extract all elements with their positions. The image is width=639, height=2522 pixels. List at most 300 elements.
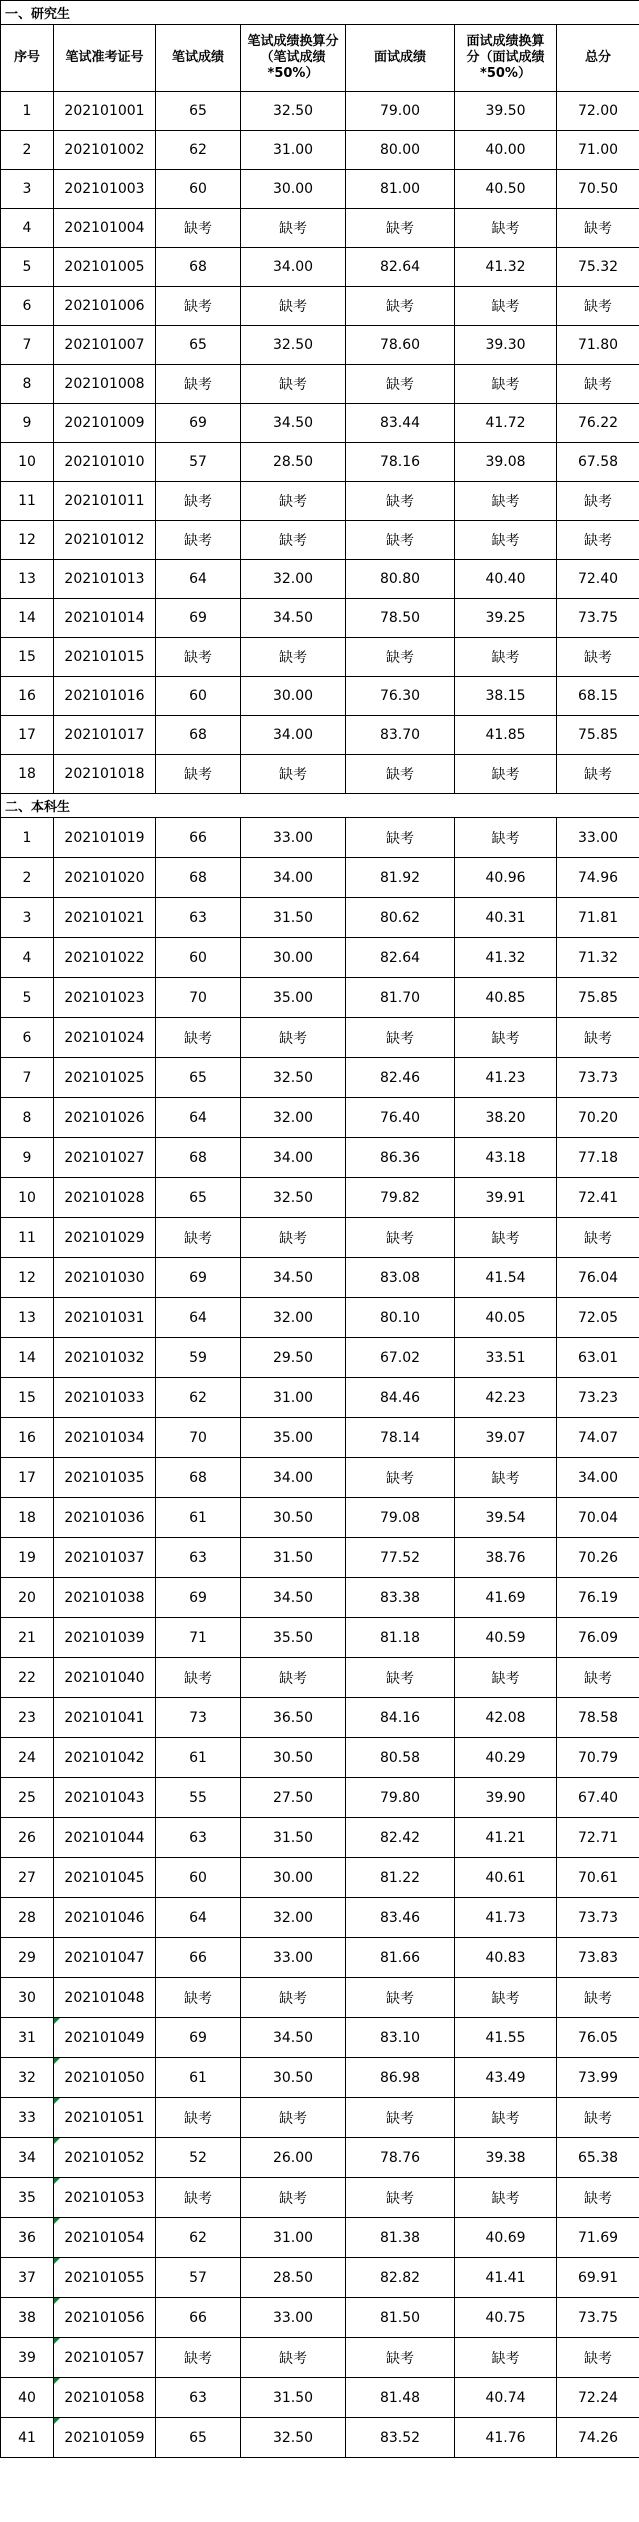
cell-interview-score: 83.38 [346, 1578, 455, 1618]
table-row [1, 1938, 639, 1978]
cell-exam-id: 202101048 [54, 1978, 156, 2018]
cell-seq: 20 [1, 1578, 54, 1618]
cell-interview-score: 缺考 [346, 1458, 455, 1498]
cell-seq: 28 [1, 1898, 54, 1938]
cell-seq: 4 [1, 938, 54, 978]
cell-written-score: 64 [156, 560, 241, 599]
cell-seq: 12 [1, 1258, 54, 1298]
cell-total-score: 34.00 [557, 1458, 639, 1498]
cell-total-score: 缺考 [557, 209, 639, 248]
cell-exam-id: 202101039 [54, 1618, 156, 1658]
table-row [1, 248, 639, 287]
cell-written-score: 65 [156, 1178, 241, 1218]
cell-total-score: 67.58 [557, 443, 639, 482]
cell-exam-id: 202101002 [54, 131, 156, 170]
cell-interview-score: 81.70 [346, 978, 455, 1018]
cell-exam-id: 202101021 [54, 898, 156, 938]
cell-written-converted: 32.00 [241, 1298, 346, 1338]
cell-interview-converted: 33.51 [455, 1338, 557, 1378]
cell-written-score: 68 [156, 1138, 241, 1178]
cell-interview-converted: 缺考 [455, 1658, 557, 1698]
cell-exam-id: 202101011 [54, 482, 156, 521]
cell-exam-id: 202101006 [54, 287, 156, 326]
table-row [1, 1098, 639, 1138]
cell-seq: 18 [1, 755, 54, 794]
cell-total-score: 缺考 [557, 1018, 639, 1058]
table-row [1, 858, 639, 898]
cell-written-score: 69 [156, 1258, 241, 1298]
cell-interview-score: 79.80 [346, 1778, 455, 1818]
table-row [1, 1298, 639, 1338]
cell-total-score: 69.91 [557, 2258, 639, 2298]
cell-interview-score: 缺考 [346, 1218, 455, 1258]
cell-written-converted: 缺考 [241, 365, 346, 404]
cell-seq: 29 [1, 1938, 54, 1978]
cell-total-score: 33.00 [557, 818, 639, 858]
cell-written-score: 66 [156, 1938, 241, 1978]
cell-exam-id: 202101025 [54, 1058, 156, 1098]
cell-written-converted: 缺考 [241, 1978, 346, 2018]
cell-interview-converted: 39.25 [455, 599, 557, 638]
cell-seq: 38 [1, 2298, 54, 2338]
cell-total-score: 72.00 [557, 92, 639, 131]
table-row [1, 2258, 639, 2298]
cell-total-score: 71.32 [557, 938, 639, 978]
cell-exam-id: 202101024 [54, 1018, 156, 1058]
cell-interview-score: 缺考 [346, 209, 455, 248]
cell-interview-converted: 缺考 [455, 287, 557, 326]
cell-written-score: 66 [156, 818, 241, 858]
cell-total-score: 缺考 [557, 1218, 639, 1258]
table-row [1, 2378, 639, 2418]
cell-exam-id: 202101038 [54, 1578, 156, 1618]
cell-written-score: 62 [156, 131, 241, 170]
cell-interview-converted: 41.32 [455, 938, 557, 978]
cell-written-score: 63 [156, 2378, 241, 2418]
cell-total-score: 70.20 [557, 1098, 639, 1138]
cell-written-converted: 缺考 [241, 482, 346, 521]
cell-exam-id: 202101022 [54, 938, 156, 978]
cell-interview-converted: 41.41 [455, 2258, 557, 2298]
cell-interview-converted: 40.29 [455, 1738, 557, 1778]
cell-interview-converted: 40.61 [455, 1858, 557, 1898]
cell-written-score: 69 [156, 599, 241, 638]
cell-interview-score: 81.48 [346, 2378, 455, 2418]
cell-seq: 2 [1, 131, 54, 170]
cell-total-score: 74.07 [557, 1418, 639, 1458]
table-row [1, 1138, 639, 1178]
cell-written-score: 66 [156, 2298, 241, 2338]
cell-total-score: 73.99 [557, 2058, 639, 2098]
cell-written-converted: 缺考 [241, 287, 346, 326]
table-row [1, 1258, 639, 1298]
cell-interview-converted: 40.85 [455, 978, 557, 1018]
cell-written-converted: 35.00 [241, 978, 346, 1018]
cell-seq: 31 [1, 2018, 54, 2058]
cell-written-converted: 31.50 [241, 1818, 346, 1858]
cell-seq: 7 [1, 1058, 54, 1098]
cell-written-score: 61 [156, 1738, 241, 1778]
cell-written-score: 63 [156, 1818, 241, 1858]
cell-seq: 5 [1, 248, 54, 287]
table-row [1, 482, 639, 521]
cell-written-converted: 30.00 [241, 938, 346, 978]
cell-interview-converted: 缺考 [455, 1218, 557, 1258]
cell-interview-score: 86.36 [346, 1138, 455, 1178]
cell-total-score: 72.05 [557, 1298, 639, 1338]
cell-seq: 30 [1, 1978, 54, 2018]
cell-exam-id: 202101031 [54, 1298, 156, 1338]
cell-interview-converted: 39.08 [455, 443, 557, 482]
cell-written-converted: 缺考 [241, 755, 346, 794]
cell-total-score: 缺考 [557, 287, 639, 326]
column-header-written-converted: 笔试成绩换算分（笔试成绩*50%） [241, 25, 346, 92]
cell-written-score: 59 [156, 1338, 241, 1378]
cell-interview-converted: 缺考 [455, 1978, 557, 2018]
cell-written-score: 缺考 [156, 2338, 241, 2378]
cell-total-score: 74.26 [557, 2418, 639, 2458]
cell-written-score: 65 [156, 1058, 241, 1098]
table-row [1, 131, 639, 170]
cell-written-converted: 缺考 [241, 2338, 346, 2378]
cell-total-score: 72.41 [557, 1178, 639, 1218]
cell-written-score: 62 [156, 1378, 241, 1418]
cell-total-score: 缺考 [557, 482, 639, 521]
cell-exam-id: 202101004 [54, 209, 156, 248]
table-row [1, 1778, 639, 1818]
table-row [1, 1178, 639, 1218]
cell-written-converted: 34.00 [241, 1138, 346, 1178]
table-row [1, 599, 639, 638]
cell-written-score: 57 [156, 443, 241, 482]
cell-interview-score: 81.38 [346, 2218, 455, 2258]
cell-written-converted: 26.00 [241, 2138, 346, 2178]
column-header-written-score: 笔试成绩 [156, 25, 241, 92]
table-row [1, 1578, 639, 1618]
cell-seq: 36 [1, 2218, 54, 2258]
cell-seq: 39 [1, 2338, 54, 2378]
cell-interview-score: 81.66 [346, 1938, 455, 1978]
cell-written-converted: 34.50 [241, 2018, 346, 2058]
cell-seq: 6 [1, 287, 54, 326]
cell-seq: 9 [1, 404, 54, 443]
cell-interview-converted: 40.00 [455, 131, 557, 170]
cell-written-score: 73 [156, 1698, 241, 1738]
cell-exam-id: 202101009 [54, 404, 156, 443]
cell-written-converted: 30.50 [241, 2058, 346, 2098]
cell-exam-id: 202101035 [54, 1458, 156, 1498]
table-row [1, 2138, 639, 2178]
cell-written-converted: 32.50 [241, 1178, 346, 1218]
cell-total-score: 缺考 [557, 2338, 639, 2378]
cell-seq: 4 [1, 209, 54, 248]
cell-interview-score: 缺考 [346, 2098, 455, 2138]
cell-seq: 33 [1, 2098, 54, 2138]
cell-seq: 15 [1, 638, 54, 677]
cell-total-score: 70.79 [557, 1738, 639, 1778]
cell-exam-id: 202101053 [54, 2178, 156, 2218]
table-row [1, 404, 639, 443]
cell-written-score: 缺考 [156, 287, 241, 326]
cell-seq: 12 [1, 521, 54, 560]
cell-exam-id: 202101030 [54, 1258, 156, 1298]
table-row [1, 677, 639, 716]
cell-written-converted: 32.50 [241, 92, 346, 131]
cell-interview-converted: 40.83 [455, 1938, 557, 1978]
cell-interview-score: 81.92 [346, 858, 455, 898]
table-row [1, 560, 639, 599]
cell-seq: 10 [1, 443, 54, 482]
table-row [1, 1338, 639, 1378]
cell-written-converted: 缺考 [241, 2178, 346, 2218]
table-row [1, 1618, 639, 1658]
table-row [1, 1698, 639, 1738]
cell-written-score: 缺考 [156, 1018, 241, 1058]
table-row [1, 818, 639, 858]
cell-interview-converted: 40.96 [455, 858, 557, 898]
cell-total-score: 68.15 [557, 677, 639, 716]
cell-exam-id: 202101050 [54, 2058, 156, 2098]
cell-total-score: 75.85 [557, 716, 639, 755]
section-title: 二、本科生 [1, 794, 639, 818]
cell-interview-score: 79.82 [346, 1178, 455, 1218]
cell-interview-score: 缺考 [346, 1658, 455, 1698]
cell-written-converted: 31.50 [241, 898, 346, 938]
cell-exam-id: 202101045 [54, 1858, 156, 1898]
cell-seq: 18 [1, 1498, 54, 1538]
cell-interview-score: 缺考 [346, 638, 455, 677]
cell-interview-converted: 39.07 [455, 1418, 557, 1458]
cell-exam-id: 202101052 [54, 2138, 156, 2178]
cell-interview-converted: 42.08 [455, 1698, 557, 1738]
cell-seq: 24 [1, 1738, 54, 1778]
table-row [1, 1538, 639, 1578]
cell-written-score: 63 [156, 898, 241, 938]
cell-written-score: 64 [156, 1098, 241, 1138]
column-header-total-score: 总分 [557, 25, 639, 92]
table-row [1, 2178, 639, 2218]
cell-interview-converted: 40.40 [455, 560, 557, 599]
cell-interview-converted: 41.85 [455, 716, 557, 755]
cell-written-score: 69 [156, 1578, 241, 1618]
cell-interview-score: 83.52 [346, 2418, 455, 2458]
cell-seq: 11 [1, 1218, 54, 1258]
column-header-interview-score: 面试成绩 [346, 25, 455, 92]
cell-written-score: 57 [156, 2258, 241, 2298]
cell-written-converted: 36.50 [241, 1698, 346, 1738]
cell-interview-converted: 缺考 [455, 755, 557, 794]
cell-total-score: 72.71 [557, 1818, 639, 1858]
cell-interview-converted: 缺考 [455, 1018, 557, 1058]
cell-interview-converted: 缺考 [455, 521, 557, 560]
table-row [1, 443, 639, 482]
cell-exam-id: 202101036 [54, 1498, 156, 1538]
cell-exam-id: 202101018 [54, 755, 156, 794]
cell-written-score: 60 [156, 938, 241, 978]
cell-interview-score: 76.30 [346, 677, 455, 716]
section-title: 一、研究生 [1, 1, 639, 25]
cell-interview-score: 80.62 [346, 898, 455, 938]
cell-exam-id: 202101037 [54, 1538, 156, 1578]
cell-interview-score: 81.22 [346, 1858, 455, 1898]
table-row [1, 755, 639, 794]
table-row [1, 2218, 639, 2258]
cell-written-score: 缺考 [156, 1658, 241, 1698]
cell-total-score: 71.80 [557, 326, 639, 365]
cell-written-converted: 缺考 [241, 209, 346, 248]
section-title-row [1, 794, 639, 818]
cell-written-converted: 34.00 [241, 1458, 346, 1498]
cell-written-converted: 32.50 [241, 2418, 346, 2458]
cell-seq: 41 [1, 2418, 54, 2458]
cell-written-converted: 34.00 [241, 716, 346, 755]
cell-interview-score: 80.80 [346, 560, 455, 599]
cell-written-converted: 30.50 [241, 1738, 346, 1778]
cell-total-score: 70.26 [557, 1538, 639, 1578]
cell-interview-converted: 缺考 [455, 638, 557, 677]
cell-written-converted: 35.50 [241, 1618, 346, 1658]
section-title-row [1, 1, 639, 25]
cell-written-converted: 31.00 [241, 1378, 346, 1418]
cell-seq: 2 [1, 858, 54, 898]
cell-interview-score: 81.00 [346, 170, 455, 209]
table-row [1, 1058, 639, 1098]
cell-written-converted: 29.50 [241, 1338, 346, 1378]
cell-exam-id: 202101007 [54, 326, 156, 365]
table-row [1, 1218, 639, 1258]
cell-written-converted: 31.00 [241, 2218, 346, 2258]
cell-written-score: 61 [156, 1498, 241, 1538]
cell-written-converted: 30.50 [241, 1498, 346, 1538]
cell-exam-id: 202101059 [54, 2418, 156, 2458]
table-row [1, 1418, 639, 1458]
cell-interview-score: 78.76 [346, 2138, 455, 2178]
cell-total-score: 缺考 [557, 755, 639, 794]
table-row [1, 209, 639, 248]
cell-interview-score: 77.52 [346, 1538, 455, 1578]
cell-seq: 16 [1, 1418, 54, 1458]
cell-interview-score: 82.42 [346, 1818, 455, 1858]
cell-written-converted: 28.50 [241, 443, 346, 482]
cell-seq: 1 [1, 92, 54, 131]
cell-seq: 9 [1, 1138, 54, 1178]
cell-seq: 13 [1, 560, 54, 599]
cell-exam-id: 202101055 [54, 2258, 156, 2298]
cell-written-score: 62 [156, 2218, 241, 2258]
cell-seq: 7 [1, 326, 54, 365]
cell-exam-id: 202101023 [54, 978, 156, 1018]
cell-interview-score: 78.60 [346, 326, 455, 365]
cell-exam-id: 202101057 [54, 2338, 156, 2378]
table-row [1, 1498, 639, 1538]
cell-seq: 32 [1, 2058, 54, 2098]
cell-exam-id: 202101049 [54, 2018, 156, 2058]
table-row [1, 1378, 639, 1418]
cell-total-score: 78.58 [557, 1698, 639, 1738]
cell-written-converted: 32.00 [241, 560, 346, 599]
cell-total-score: 63.01 [557, 1338, 639, 1378]
table-row [1, 1738, 639, 1778]
cell-seq: 1 [1, 818, 54, 858]
cell-interview-converted: 41.73 [455, 1898, 557, 1938]
cell-seq: 17 [1, 1458, 54, 1498]
cell-written-score: 64 [156, 1898, 241, 1938]
cell-seq: 14 [1, 599, 54, 638]
cell-written-converted: 31.50 [241, 2378, 346, 2418]
table-row [1, 2018, 639, 2058]
cell-exam-id: 202101026 [54, 1098, 156, 1138]
cell-total-score: 76.19 [557, 1578, 639, 1618]
cell-seq: 13 [1, 1298, 54, 1338]
cell-interview-score: 缺考 [346, 521, 455, 560]
cell-interview-converted: 40.31 [455, 898, 557, 938]
cell-interview-score: 84.46 [346, 1378, 455, 1418]
cell-written-score: 缺考 [156, 2098, 241, 2138]
cell-total-score: 缺考 [557, 638, 639, 677]
cell-total-score: 76.22 [557, 404, 639, 443]
cell-written-converted: 缺考 [241, 2098, 346, 2138]
cell-written-score: 65 [156, 92, 241, 131]
cell-interview-converted: 缺考 [455, 482, 557, 521]
cell-seq: 19 [1, 1538, 54, 1578]
cell-written-converted: 34.50 [241, 599, 346, 638]
table-row [1, 2298, 639, 2338]
cell-exam-id: 202101027 [54, 1138, 156, 1178]
cell-interview-score: 缺考 [346, 818, 455, 858]
cell-written-converted: 34.50 [241, 1578, 346, 1618]
cell-total-score: 72.24 [557, 2378, 639, 2418]
cell-total-score: 72.40 [557, 560, 639, 599]
cell-exam-id: 202101020 [54, 858, 156, 898]
table-row [1, 1018, 639, 1058]
cell-interview-converted: 缺考 [455, 2338, 557, 2378]
cell-exam-id: 202101033 [54, 1378, 156, 1418]
cell-interview-converted: 38.20 [455, 1098, 557, 1138]
cell-exam-id: 202101008 [54, 365, 156, 404]
cell-seq: 26 [1, 1818, 54, 1858]
cell-written-score: 71 [156, 1618, 241, 1658]
cell-interview-converted: 39.90 [455, 1778, 557, 1818]
cell-interview-converted: 41.21 [455, 1818, 557, 1858]
cell-written-score: 68 [156, 1458, 241, 1498]
cell-interview-score: 78.50 [346, 599, 455, 638]
cell-seq: 35 [1, 2178, 54, 2218]
cell-exam-id: 202101047 [54, 1938, 156, 1978]
cell-interview-score: 79.00 [346, 92, 455, 131]
cell-written-converted: 34.00 [241, 248, 346, 287]
cell-total-score: 缺考 [557, 2178, 639, 2218]
cell-seq: 11 [1, 482, 54, 521]
cell-interview-score: 缺考 [346, 1978, 455, 2018]
cell-seq: 14 [1, 1338, 54, 1378]
cell-seq: 34 [1, 2138, 54, 2178]
cell-written-score: 69 [156, 404, 241, 443]
cell-interview-score: 67.02 [346, 1338, 455, 1378]
cell-interview-converted: 缺考 [455, 1458, 557, 1498]
cell-written-converted: 33.00 [241, 2298, 346, 2338]
cell-interview-score: 81.50 [346, 2298, 455, 2338]
cell-exam-id: 202101058 [54, 2378, 156, 2418]
table-row [1, 92, 639, 131]
cell-total-score: 70.61 [557, 1858, 639, 1898]
cell-total-score: 75.32 [557, 248, 639, 287]
cell-interview-score: 83.44 [346, 404, 455, 443]
cell-written-score: 65 [156, 326, 241, 365]
cell-total-score: 70.50 [557, 170, 639, 209]
table-header-row [1, 25, 639, 92]
cell-exam-id: 202101003 [54, 170, 156, 209]
cell-interview-converted: 41.72 [455, 404, 557, 443]
